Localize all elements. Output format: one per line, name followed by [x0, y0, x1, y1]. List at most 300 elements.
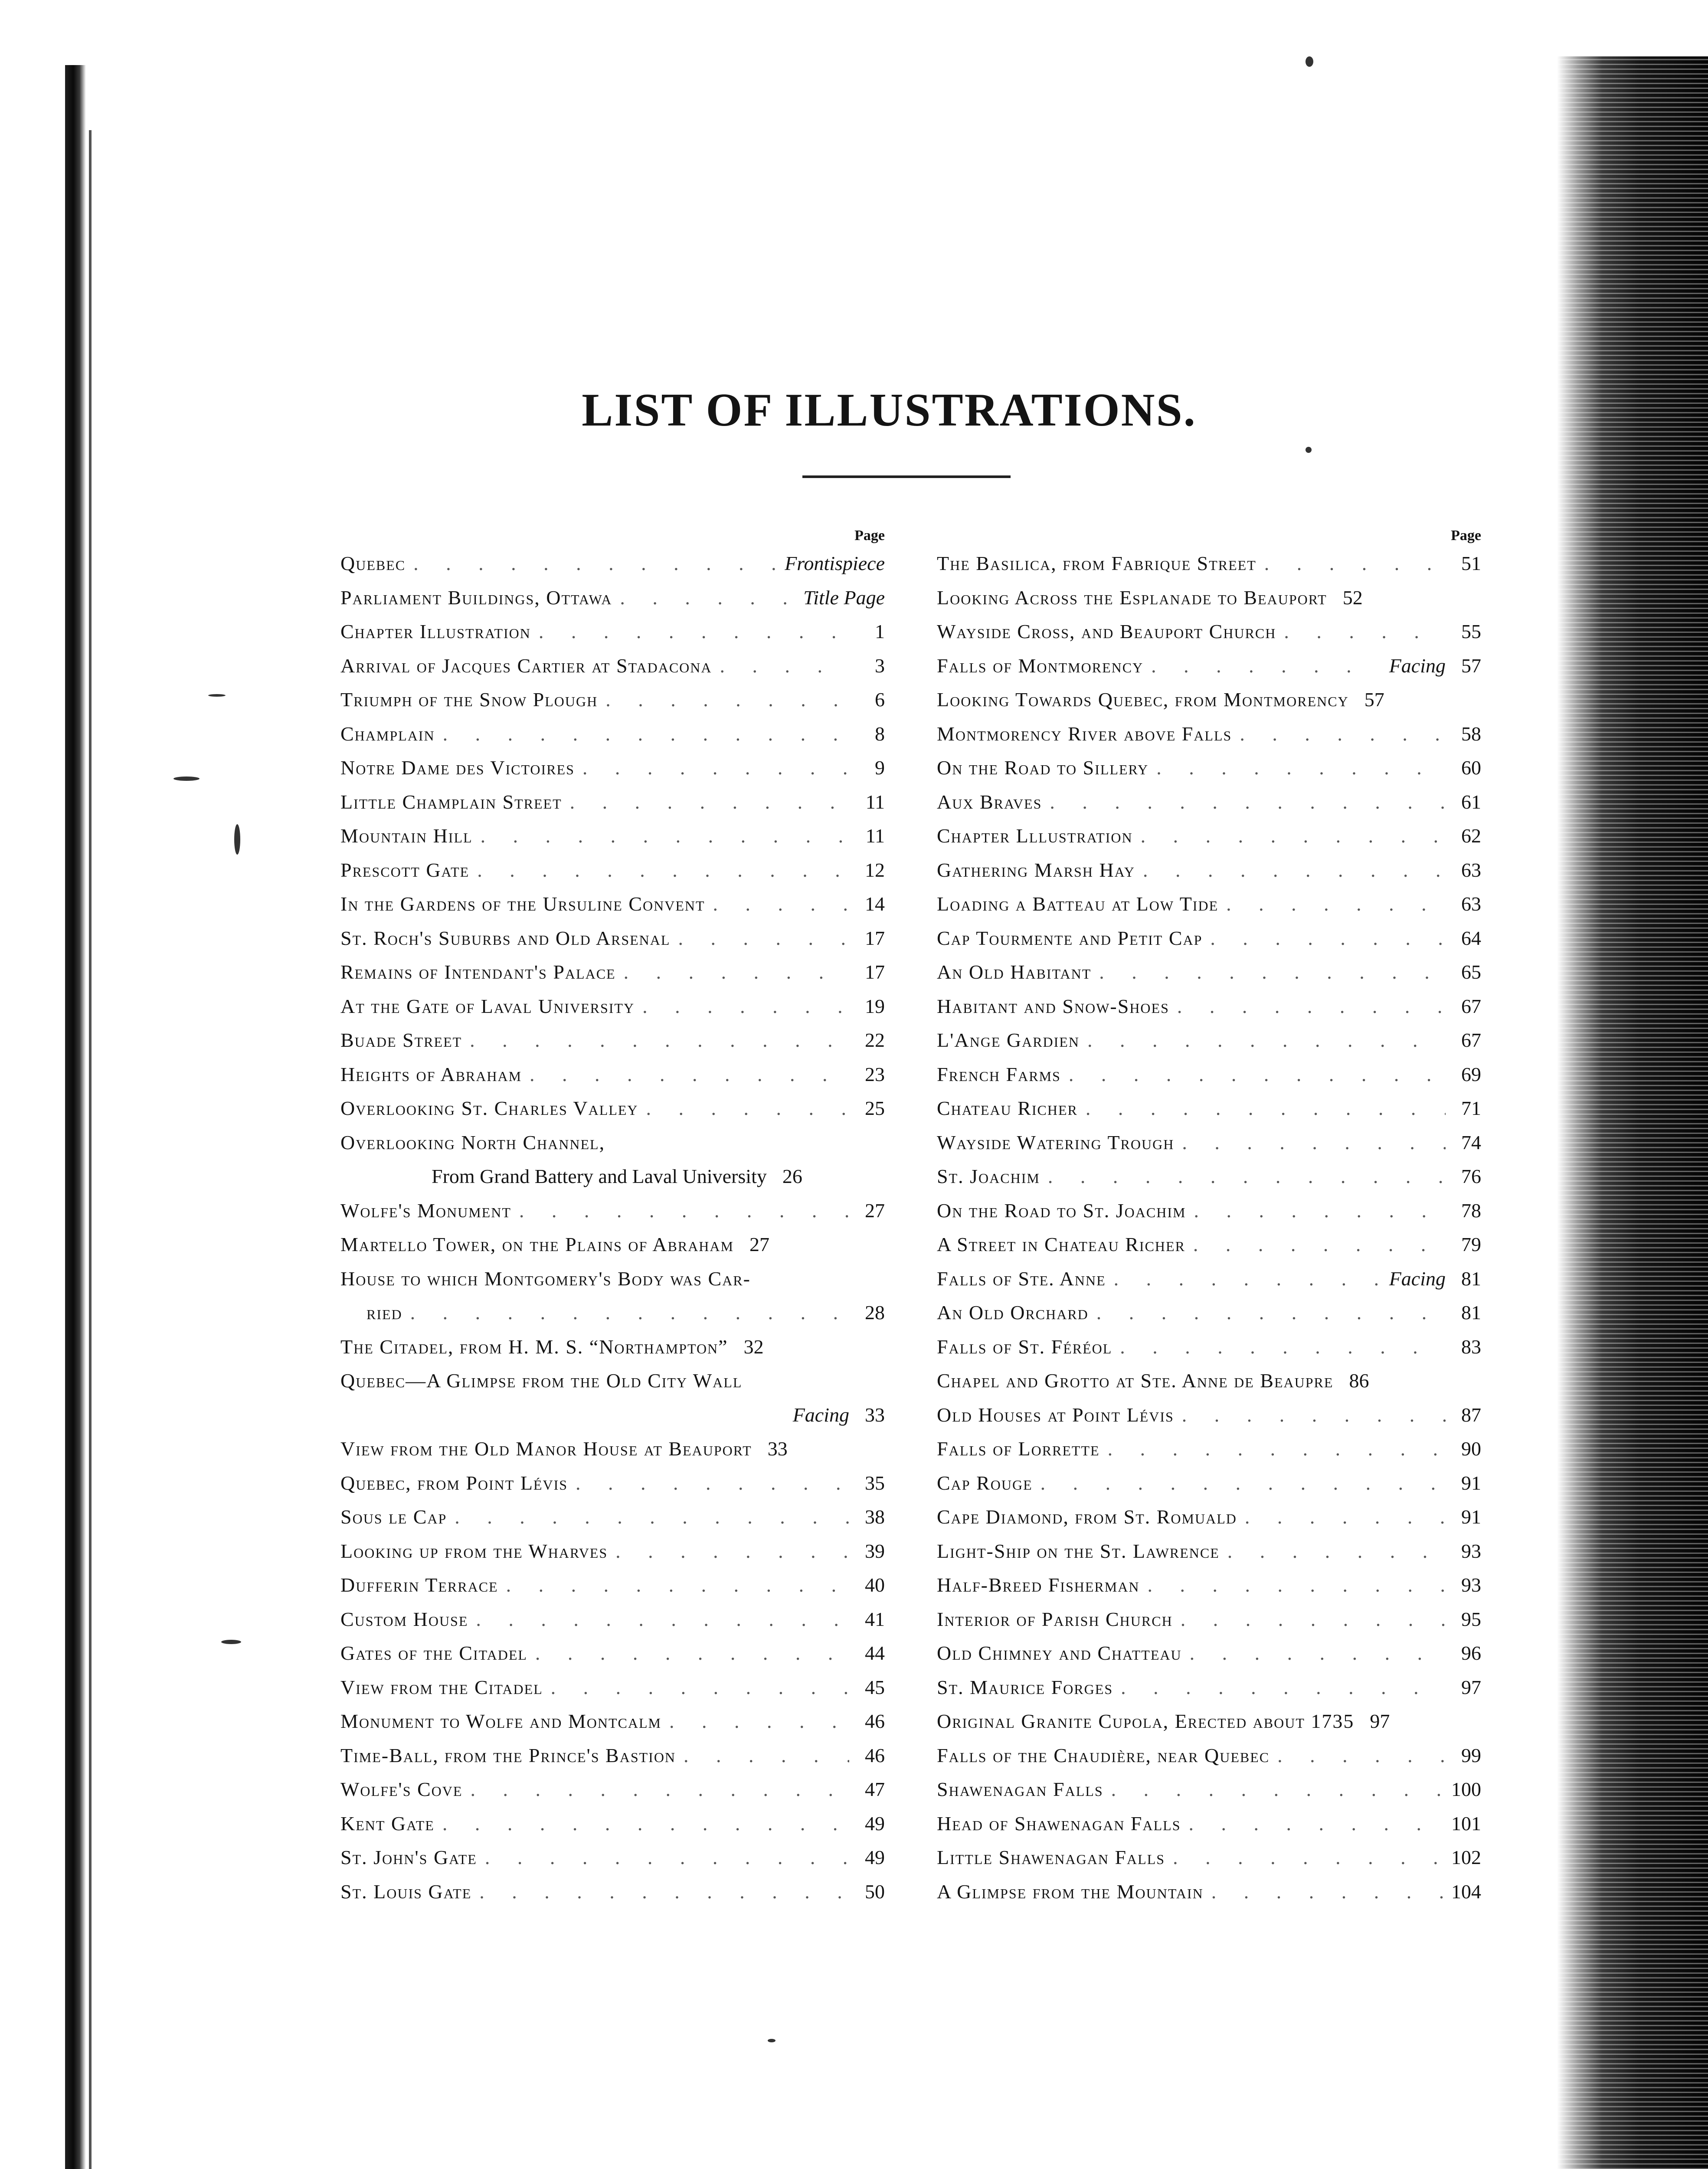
page-number: 62	[1461, 825, 1481, 847]
illustration-entry	[340, 1636, 885, 1671]
illustration-title: Champlain	[340, 722, 435, 745]
illustration-title: On the Road to St. Joachim	[937, 1199, 1186, 1222]
illustration-entry	[340, 1841, 885, 1875]
dot-leader	[670, 921, 849, 956]
dot-leader	[1174, 1398, 1446, 1432]
illustration-entry	[340, 1194, 885, 1228]
dot-leader	[477, 1841, 849, 1875]
illustration-entry	[340, 1807, 885, 1841]
illustration-title: Wayside Watering Trough	[937, 1131, 1175, 1153]
illustration-title: The Basilica, from Fabrique Street	[937, 552, 1256, 574]
title-rule	[802, 475, 1011, 478]
page-number: 90	[1461, 1438, 1481, 1460]
illustration-title: Chapel and Grotto at Ste. Anne de Beaupre	[937, 1370, 1334, 1392]
illustration-title: Falls of St. Féréol	[937, 1335, 1112, 1358]
page-number: 26	[782, 1165, 802, 1187]
illustration-entry	[340, 1330, 885, 1364]
illustration-entry	[937, 1262, 1481, 1296]
illustration-entry	[340, 1773, 885, 1807]
illustration-list-right	[937, 547, 1481, 1909]
dot-leader	[1100, 1432, 1446, 1466]
dot-leader	[1042, 785, 1446, 819]
illustrations-column-right	[937, 525, 1481, 1909]
illustration-entry	[937, 1432, 1481, 1466]
page-number: 95	[1461, 1608, 1481, 1630]
illustration-entry	[937, 1160, 1481, 1194]
illustration-entry	[937, 1534, 1481, 1569]
page-number: 96	[1461, 1642, 1481, 1664]
illustration-entry	[937, 989, 1481, 1024]
dot-leader	[1033, 1466, 1446, 1501]
illustration-entry	[937, 1671, 1481, 1705]
scan-speck	[221, 1640, 241, 1644]
dot-leader	[462, 1023, 849, 1058]
illustration-entry	[340, 1364, 885, 1398]
illustration-entry	[340, 1500, 885, 1534]
page-number: 44	[865, 1642, 885, 1664]
illustration-entry	[340, 1091, 885, 1126]
dot-leader	[712, 649, 849, 683]
illustration-entry	[937, 1875, 1481, 1909]
illustration-title: Kent Gate	[340, 1812, 435, 1835]
illustration-title: Falls of Ste. Anne	[937, 1267, 1106, 1290]
page-number: 78	[1461, 1199, 1481, 1222]
dot-leader	[1165, 1841, 1443, 1875]
illustration-title: French Farms	[937, 1063, 1061, 1085]
illustration-entry	[937, 785, 1481, 819]
illustration-title: Sous le Cap	[340, 1506, 447, 1528]
page-number: 9	[875, 757, 885, 779]
illustration-entry	[340, 1058, 885, 1092]
dot-leader	[435, 717, 849, 751]
illustration-title: Montmorency River above Falls	[937, 722, 1232, 745]
illustration-entry	[937, 1091, 1481, 1126]
illustration-entry	[937, 547, 1481, 581]
page-number: 65	[1461, 961, 1481, 983]
page-number: 99	[1461, 1744, 1481, 1766]
illustration-title: Quebec—A Glimpse from the Old City Wall	[340, 1370, 743, 1392]
illustration-entry	[937, 853, 1481, 888]
dot-leader	[1091, 955, 1446, 989]
illustration-title: Aux Braves	[937, 790, 1042, 813]
dot-leader	[1220, 1534, 1446, 1569]
illustration-title: Looking Across the Esplanade to Beauport	[937, 586, 1327, 609]
dot-leader	[1232, 717, 1446, 751]
dot-leader	[1143, 649, 1380, 683]
page-number: 17	[865, 961, 885, 983]
illustration-entry	[937, 1058, 1481, 1092]
dot-leader	[1186, 1194, 1446, 1228]
page-number: 81	[1461, 1301, 1481, 1324]
dot-leader	[1080, 1023, 1446, 1058]
page-number: 61	[1461, 790, 1481, 813]
page-number: 60	[1461, 757, 1481, 779]
illustration-title: Arrival of Jacques Cartier at Stadacona	[340, 654, 712, 677]
illustration-title: Light-Ship on the St. Lawrence	[937, 1540, 1220, 1562]
illustration-entry	[340, 853, 885, 888]
illustration-entry	[340, 1568, 885, 1602]
dot-leader	[612, 581, 795, 615]
dot-leader	[676, 1739, 849, 1773]
page-number: 83	[1461, 1335, 1481, 1358]
page-number: 45	[865, 1676, 885, 1698]
illustration-title: Falls of the Chaudière, near Quebec	[937, 1744, 1270, 1766]
dot-leader	[1112, 1330, 1446, 1364]
page-number: 67	[1461, 995, 1481, 1017]
illustration-title: Wolfe's Monument	[340, 1199, 511, 1222]
illustration-title: A Glimpse from the Mountain	[937, 1880, 1204, 1903]
dot-leader	[447, 1500, 849, 1534]
page-number: 57	[1364, 688, 1384, 711]
page-number: 87	[1461, 1403, 1481, 1426]
dot-leader	[1078, 1091, 1446, 1126]
page-number: 1	[875, 620, 885, 642]
illustration-title: Little Shawenagan Falls	[937, 1846, 1165, 1868]
page-number: 76	[1461, 1165, 1481, 1187]
illustration-title: Half-Breed Fisherman	[937, 1574, 1140, 1596]
illustration-title: Wayside Cross, and Beauport Church	[937, 620, 1276, 642]
illustration-entry	[340, 751, 885, 785]
page-number: 63	[1461, 858, 1481, 881]
illustration-entry	[937, 1636, 1481, 1671]
illustrations-column-left	[340, 525, 885, 1909]
illustration-entry	[937, 751, 1481, 785]
page-number: Frontispiece	[785, 552, 885, 574]
illustration-title: Habitant and Snow-Shoes	[937, 995, 1169, 1017]
illustration-entry	[937, 921, 1481, 956]
dot-leader	[1135, 853, 1446, 888]
illustration-entry	[340, 1704, 885, 1739]
dot-leader	[705, 887, 849, 921]
page-number: 52	[1342, 586, 1363, 609]
illustration-entry	[340, 1398, 885, 1432]
dot-leader	[406, 547, 777, 581]
illustration-title: Chapter Illustration	[340, 620, 531, 642]
illustration-entry	[937, 1602, 1481, 1637]
dot-leader	[471, 1875, 849, 1909]
page-column-header: Page	[854, 528, 885, 544]
illustration-entry	[340, 1739, 885, 1773]
facing-note: Facing	[1389, 654, 1446, 677]
dot-leader	[638, 1091, 849, 1126]
illustration-title: Chapter Lllustration	[937, 825, 1133, 847]
facing-note: Facing	[792, 1403, 849, 1426]
illustration-title: Looking up from the Wharves	[340, 1540, 608, 1562]
illustration-title: Quebec	[340, 552, 406, 574]
illustration-entry	[937, 1228, 1481, 1262]
dot-leader	[1256, 547, 1446, 581]
illustration-title: In the Gardens of the Ursuline Convent	[340, 893, 705, 915]
page-number: 38	[865, 1506, 885, 1528]
illustration-entry	[937, 1194, 1481, 1228]
page-number: 11	[865, 790, 885, 813]
illustration-title: The Citadel, from H. M. S. “Northampton”	[340, 1335, 728, 1358]
page-number: 8	[875, 722, 885, 745]
illustration-entry	[340, 1534, 885, 1569]
illustration-entry	[340, 717, 885, 751]
illustration-entry	[937, 1568, 1481, 1602]
dot-leader	[598, 683, 849, 717]
page-number: 27	[749, 1233, 769, 1255]
dot-leader	[661, 1704, 849, 1739]
illustration-title: Old Houses at Point Lévis	[937, 1403, 1174, 1426]
page-binding-line	[89, 130, 92, 2169]
illustration-title: Wolfe's Cove	[340, 1778, 463, 1800]
illustration-entry	[937, 683, 1481, 717]
illustration-entry	[937, 615, 1481, 649]
illustration-title: Interior of Parish Church	[937, 1608, 1173, 1630]
illustration-title: St. Maurice Forges	[937, 1676, 1113, 1698]
page-number: 11	[865, 825, 885, 847]
illustration-entry	[340, 1466, 885, 1501]
page-number: 49	[865, 1812, 885, 1835]
page-number: 55	[1461, 620, 1481, 642]
page-number: 51	[1461, 552, 1481, 574]
dot-leader	[1276, 615, 1446, 649]
illustration-entry	[340, 1432, 885, 1466]
page-number: 71	[1461, 1097, 1481, 1119]
illustration-title: ried	[366, 1301, 402, 1324]
illustration-title: Cape Diamond, from St. Romuald	[937, 1506, 1237, 1528]
dot-leader	[635, 989, 849, 1024]
page-number: 104	[1451, 1880, 1481, 1903]
dot-leader	[1173, 1602, 1446, 1637]
illustration-entry	[937, 1023, 1481, 1058]
page-number: 81	[1461, 1267, 1481, 1290]
illustration-entry	[937, 717, 1481, 751]
scan-speck	[1306, 447, 1312, 453]
scan-speck	[234, 824, 240, 855]
illustration-entry	[937, 1773, 1481, 1807]
illustration-entry	[340, 1023, 885, 1058]
page-number: 93	[1461, 1540, 1481, 1562]
dot-leader	[1169, 989, 1446, 1024]
scan-speck	[208, 694, 226, 697]
illustration-title: At the Gate of Laval University	[340, 995, 635, 1017]
page-number: 79	[1461, 1233, 1481, 1255]
page-number: 25	[865, 1097, 885, 1119]
dot-leader	[1185, 1228, 1446, 1262]
illustration-entry	[937, 1841, 1481, 1875]
page-number: 101	[1451, 1812, 1481, 1835]
illustration-title: An Old Orchard	[937, 1301, 1089, 1324]
page-number: 67	[1461, 1029, 1481, 1051]
illustration-entry	[340, 1296, 885, 1330]
page-number: 63	[1461, 893, 1481, 915]
illustration-entry	[340, 1160, 885, 1194]
page-number: 57	[1461, 654, 1481, 677]
dot-leader	[527, 1636, 849, 1671]
dot-leader	[511, 1194, 849, 1228]
illustration-title: Gates of the Citadel	[340, 1642, 527, 1664]
page-number: 6	[875, 688, 885, 711]
page-number: 32	[743, 1335, 764, 1358]
page-number: 64	[1461, 927, 1481, 949]
page-number: 86	[1349, 1370, 1369, 1392]
illustration-title: From Grand Battery and Laval University	[432, 1165, 767, 1187]
illustration-title: St. John's Gate	[340, 1846, 477, 1868]
illustration-entry	[340, 955, 885, 989]
dot-leader	[1133, 819, 1446, 853]
illustration-title: Notre Dame des Victoires	[340, 757, 575, 779]
dot-leader	[1040, 1160, 1446, 1194]
illustration-title: Overlooking North Channel,	[340, 1131, 605, 1153]
illustration-title: A Street in Chateau Richer	[937, 1233, 1185, 1255]
illustration-entry	[340, 1671, 885, 1705]
page-number: 46	[865, 1710, 885, 1732]
illustration-entry	[340, 887, 885, 921]
illustration-entry	[340, 1126, 885, 1160]
page-number: 28	[865, 1301, 885, 1324]
illustration-entry	[340, 785, 885, 819]
illustration-entry	[340, 989, 885, 1024]
illustration-entry	[937, 955, 1481, 989]
illustration-entry	[340, 819, 885, 853]
illustration-title: Overlooking St. Charles Valley	[340, 1097, 638, 1119]
dot-leader	[608, 1534, 849, 1569]
illustration-entry	[340, 1228, 885, 1262]
illustration-title: Looking Towards Quebec, from Montmorency	[937, 688, 1349, 711]
page-edge-shadow-right	[1557, 56, 1708, 2169]
page-number: 58	[1461, 722, 1481, 745]
page-title: LIST OF ILLUSTRATIONS.	[582, 384, 1197, 436]
illustration-entry	[937, 1739, 1481, 1773]
illustration-entry	[340, 615, 885, 649]
illustration-entry	[937, 649, 1481, 683]
page-number: 39	[865, 1540, 885, 1562]
illustration-entry	[937, 1807, 1481, 1841]
illustration-title: Little Champlain Street	[340, 790, 562, 813]
dot-leader	[543, 1671, 849, 1705]
illustration-title: Prescott Gate	[340, 858, 470, 881]
page-number: 93	[1461, 1574, 1481, 1596]
dot-leader	[1218, 887, 1446, 921]
illustration-title: Martello Tower, on the Plains of Abraham	[340, 1233, 734, 1255]
illustration-title: Remains of Intendant's Palace	[340, 961, 616, 983]
illustration-title: Shawenagan Falls	[937, 1778, 1103, 1800]
illustration-entry	[937, 1330, 1481, 1364]
illustration-title: St. Roch's Suburbs and Old Arsenal	[340, 927, 671, 949]
illustration-entry	[937, 887, 1481, 921]
illustration-title: St. Joachim	[937, 1165, 1040, 1187]
illustration-entry	[937, 1296, 1481, 1330]
dot-leader	[1148, 751, 1446, 785]
page-column-header: Page	[1451, 528, 1481, 544]
page-number: 47	[865, 1778, 885, 1800]
illustration-title: Monument to Wolfe and Montcalm	[340, 1710, 661, 1732]
illustration-entry	[340, 547, 885, 581]
page-number: 91	[1461, 1506, 1481, 1528]
dot-leader	[1113, 1671, 1446, 1705]
illustration-title: Gathering Marsh Hay	[937, 858, 1135, 881]
dot-leader	[435, 1807, 849, 1841]
illustration-title: Dufferin Terrace	[340, 1574, 498, 1596]
scan-speck	[1306, 56, 1313, 67]
illustration-title: Custom House	[340, 1608, 468, 1630]
dot-leader	[1139, 1568, 1446, 1602]
dot-leader	[1237, 1500, 1446, 1534]
illustration-title: Old Chimney and Chatteau	[937, 1642, 1182, 1664]
page-number: 14	[865, 893, 885, 915]
illustration-title: Triumph of the Snow Plough	[340, 688, 598, 711]
illustration-list-left	[340, 547, 885, 1909]
page-number: 50	[865, 1880, 885, 1903]
illustration-title: St. Louis Gate	[340, 1880, 472, 1903]
page-number: 100	[1451, 1778, 1481, 1800]
illustration-entry	[340, 1875, 885, 1909]
page-number: 19	[865, 995, 885, 1017]
dot-leader	[462, 1773, 849, 1807]
page-number: 97	[1461, 1676, 1481, 1698]
dot-leader	[402, 1296, 849, 1330]
dot-leader	[1182, 1636, 1446, 1671]
illustration-title: Original Granite Cupola, Erected about 1735	[937, 1710, 1355, 1732]
dot-leader	[1106, 1262, 1380, 1296]
illustration-entry	[937, 819, 1481, 853]
dot-leader	[575, 751, 849, 785]
page-number: 91	[1461, 1471, 1481, 1494]
illustration-entry	[937, 1500, 1481, 1534]
dot-leader	[1202, 921, 1446, 956]
page-number: 49	[865, 1846, 885, 1868]
illustration-entry	[340, 1602, 885, 1637]
illustration-title: Quebec, from Point Lévis	[340, 1471, 568, 1494]
illustration-title: Cap Tourmente and Petit Cap	[937, 927, 1203, 949]
illustration-title: Falls of Montmorency	[937, 654, 1144, 677]
illustration-title: Mountain Hill	[340, 825, 473, 847]
dot-leader	[616, 955, 849, 989]
page-number: 3	[875, 654, 885, 677]
dot-leader	[522, 1058, 849, 1092]
scan-speck	[768, 2039, 775, 2042]
scan-speck	[173, 777, 200, 781]
dot-leader	[562, 785, 849, 819]
illustration-title: Parliament Buildings, Ottawa	[340, 586, 612, 609]
illustration-entry	[937, 1364, 1481, 1398]
page-number: 27	[865, 1199, 885, 1222]
illustration-title: Chateau Richer	[937, 1097, 1078, 1119]
page-number: 35	[865, 1471, 885, 1494]
dot-leader	[531, 615, 849, 649]
dot-leader	[1061, 1058, 1446, 1092]
page-number: 46	[865, 1744, 885, 1766]
page-number: Title Page	[803, 586, 885, 609]
page-number: 102	[1451, 1846, 1481, 1868]
dot-leader	[1103, 1773, 1443, 1807]
illustration-entry	[937, 1126, 1481, 1160]
page-number: 97	[1370, 1710, 1390, 1732]
dot-leader	[498, 1568, 849, 1602]
illustration-entry	[340, 581, 885, 615]
illustration-title: View from the Citadel	[340, 1676, 543, 1698]
page-number: 74	[1461, 1131, 1481, 1153]
illustration-title: Falls of Lorrette	[937, 1438, 1100, 1460]
illustration-entry	[937, 1398, 1481, 1432]
dot-leader	[1174, 1126, 1446, 1160]
page-number: 23	[865, 1063, 885, 1085]
illustration-title: L'Ange Gardien	[937, 1029, 1080, 1051]
page-number: 22	[865, 1029, 885, 1051]
illustration-title: Head of Shawenagan Falls	[937, 1812, 1181, 1835]
illustration-entry	[340, 649, 885, 683]
dot-leader	[469, 853, 849, 888]
illustration-entry	[340, 683, 885, 717]
facing-note: Facing	[1389, 1267, 1446, 1290]
dot-leader	[468, 1602, 849, 1637]
page-number: 40	[865, 1574, 885, 1596]
illustration-entry	[937, 581, 1481, 615]
dot-leader	[1270, 1739, 1446, 1773]
